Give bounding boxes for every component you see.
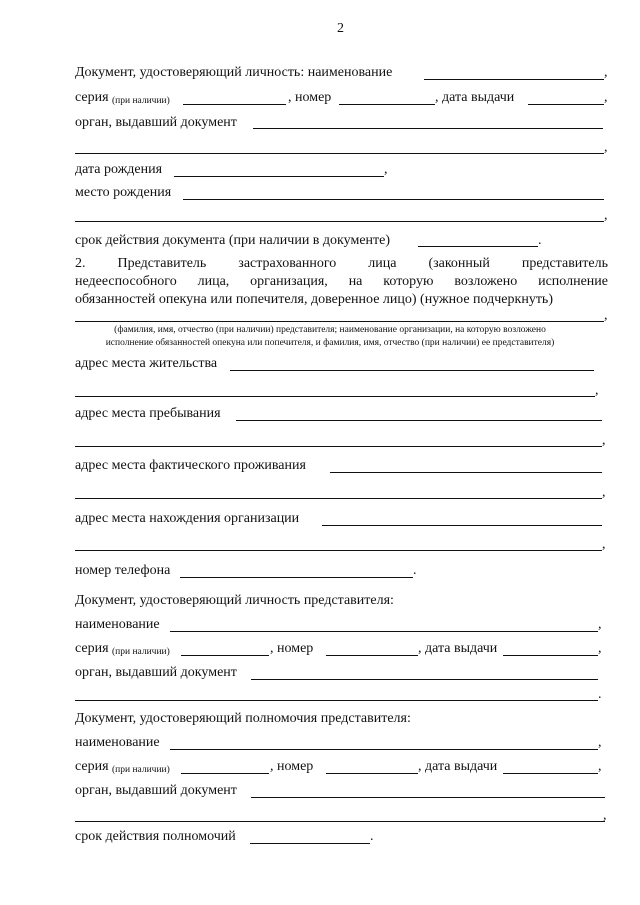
rep-identity-number-label: , номер: [270, 641, 314, 656]
stay-address-label: адрес места пребывания: [75, 406, 221, 421]
comma: ,: [595, 383, 599, 398]
comma: ,: [604, 65, 608, 80]
rep-authority-series-field[interactable]: [181, 773, 269, 774]
rep-identity-issuer-label: орган, выдавший документ: [75, 665, 237, 680]
identity-issuer-field-cont[interactable]: [75, 153, 604, 154]
rep-identity-name-field[interactable]: [170, 631, 598, 632]
phone-label: номер телефона: [75, 563, 171, 578]
rep-identity-issuer-field-cont[interactable]: [75, 700, 598, 701]
period: .: [598, 687, 602, 702]
birth-date-label: дата рождения: [75, 162, 163, 177]
rep-identity-issue-date-label: , дата выдачи: [418, 641, 498, 656]
rep-authority-issuer-label: орган, выдавший документ: [75, 783, 237, 798]
rep-authority-number-label: , номер: [270, 759, 314, 774]
org-address-field-cont[interactable]: [75, 550, 602, 551]
rep-identity-number-field[interactable]: [326, 655, 418, 656]
comma: ,: [602, 537, 606, 552]
comma: ,: [602, 433, 606, 448]
actual-address-field[interactable]: [330, 472, 602, 473]
residence-address-field-cont[interactable]: [75, 396, 595, 397]
rep-authority-series-label: серия: [75, 759, 109, 774]
doc-validity-label: срок действия документа (при наличии в документе): [75, 233, 391, 248]
identity-issuer-label: орган, выдавший документ: [75, 115, 237, 130]
rep-authority-name-label: наименование: [75, 735, 160, 750]
comma: ,: [604, 208, 608, 223]
comma: ,: [604, 140, 608, 155]
comma: ,: [598, 641, 602, 656]
residence-address-label: адрес места жительства: [75, 356, 218, 371]
comma: ,: [598, 617, 602, 632]
authority-term-label: срок действия полномочий: [75, 829, 236, 844]
rep-identity-series-label: серия: [75, 641, 109, 656]
actual-address-label: адрес места фактического проживания: [75, 458, 306, 473]
section2-heading-line3: обязанностей опекуна или попечителя, доверенное лицо) (нужное подчеркнуть): [75, 292, 553, 307]
stay-address-field-cont[interactable]: [75, 446, 602, 447]
rep-identity-doc-title: Документ, удостоверяющий личность представителя:: [75, 593, 394, 608]
identity-doc-name-label: Документ, удостоверяющий личность: наименование: [75, 65, 393, 80]
period: .: [413, 563, 417, 578]
actual-address-field-cont[interactable]: [75, 498, 602, 499]
birth-place-label: место рождения: [75, 185, 172, 200]
birth-place-field[interactable]: [183, 199, 604, 200]
representative-name-field[interactable]: [75, 321, 604, 322]
rep-identity-name-label: наименование: [75, 617, 160, 632]
identity-series-label: серия: [75, 90, 109, 105]
birth-place-field-cont[interactable]: [75, 221, 604, 222]
stay-address-field[interactable]: [236, 420, 602, 421]
rep-identity-series-hint: (при наличии): [112, 647, 170, 657]
org-address-label: адрес места нахождения организации: [75, 511, 300, 526]
identity-issue-date-field[interactable]: [528, 104, 604, 105]
identity-series-hint: (при наличии): [112, 96, 170, 106]
rep-authority-issue-date-field[interactable]: [503, 773, 598, 774]
representative-note-line2: исполнение обязанностей опекуна или попечителя, и фамилия, имя, отчество (при наличии) ее представителя): [105, 338, 555, 348]
doc-validity-field[interactable]: [418, 246, 538, 247]
page-number: 2: [337, 21, 344, 36]
comma: ,: [602, 485, 606, 500]
comma: ,: [598, 735, 602, 750]
rep-authority-issuer-field[interactable]: [251, 797, 605, 798]
rep-authority-issuer-field-cont[interactable]: [75, 821, 605, 822]
org-address-field[interactable]: [322, 525, 602, 526]
rep-identity-series-field[interactable]: [181, 655, 269, 656]
comma: ,: [604, 90, 608, 105]
identity-issuer-field[interactable]: [253, 128, 603, 129]
residence-address-field[interactable]: [230, 370, 594, 371]
comma: ,: [384, 162, 388, 177]
period: .: [370, 829, 374, 844]
rep-authority-name-field[interactable]: [170, 749, 598, 750]
identity-issue-date-label: , дата выдачи: [435, 90, 515, 105]
identity-number-label: , номер: [288, 90, 332, 105]
rep-identity-issuer-field[interactable]: [251, 679, 598, 680]
representative-note-line1: (фамилия, имя, отчество (при наличии) представителя; наименование организации, на которую возложено: [114, 325, 546, 335]
authority-term-field[interactable]: [250, 843, 370, 844]
rep-authority-number-field[interactable]: [326, 773, 418, 774]
section2-heading-line1: 2. Представитель застрахованного лица (законный представитель: [75, 256, 608, 271]
birth-date-field[interactable]: [174, 176, 384, 177]
section2-heading-line2: недееспособного лица, организация, на которую возложено исполнение: [75, 274, 608, 289]
rep-authority-series-hint: (при наличии): [112, 765, 170, 775]
comma: ,: [598, 759, 602, 774]
comma: ,: [604, 308, 608, 323]
rep-identity-issue-date-field[interactable]: [503, 655, 598, 656]
identity-doc-name-field[interactable]: [424, 79, 604, 80]
period: .: [538, 233, 542, 248]
identity-number-field[interactable]: [339, 104, 435, 105]
rep-authority-doc-title: Документ, удостоверяющий полномочия представителя:: [75, 711, 411, 726]
phone-field[interactable]: [180, 577, 413, 578]
rep-authority-issue-date-label: , дата выдачи: [418, 759, 498, 774]
comma: ,: [603, 808, 607, 823]
identity-series-field[interactable]: [183, 104, 286, 105]
